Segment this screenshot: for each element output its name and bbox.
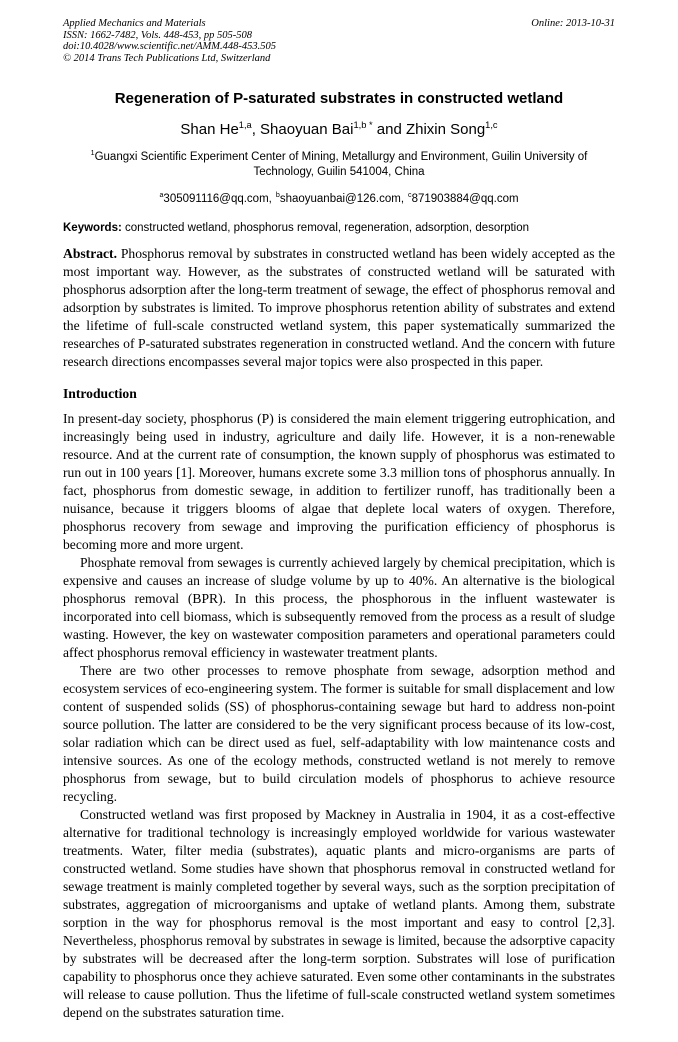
- author-superscript: 1,a: [238, 120, 252, 130]
- email-item: [159, 193, 271, 205]
- email-address: 305091116@qq.com,: [163, 193, 272, 205]
- email-superscript: c: [408, 191, 412, 200]
- email-item: [276, 193, 404, 205]
- affiliation-line: [63, 150, 615, 179]
- abstract-paragraph: [63, 245, 615, 371]
- abstract-text: Phosphorus removal by substrates in constructed wetland has been widely accepted as the most important way. However, as the substrates of constructed wetland will be saturated with phosphorus adsorption after the long-term treatment of sewage, the effect of phosphorus removal and adsorption by substrates is limited. To improve phosphorus retention ability of substrates and extend the lifetime of full-scale constructed wetland system, this paper systematically summarized the researches of P-saturated substrates regeneration in constructed wetland. And the concern with future research directions encompasses several major topics were also prospected in this paper.: [63, 246, 615, 369]
- online-date: Online: 2013-10-31: [531, 18, 615, 29]
- intro-paragraph-2: Phosphate removal from sewages is currently achieved largely by chemical precipitation, which is expensive and causes an increase of sludge volume by up to 40%. An alternative is the biological phosphorus removal (BPR). In this process, the phosphorous in the influent wastewater is incorporated into cell biomass, which is subsequently removed from the process as a result of sludge wasting. However, the key on wastewater composition parameters and operational parameters could affect phosphorus removal efficiency in wastewater treatment plants.: [63, 555, 615, 660]
- abstract-label: Abstract.: [63, 246, 117, 261]
- journal-title: Applied Mechanics and Materials: [63, 18, 206, 29]
- issn-line: ISSN: 1662-7482, Vols. 448-453, pp 505-508: [63, 29, 252, 41]
- email-address: shaoyuanbai@126.com,: [279, 193, 405, 205]
- email-superscript: b: [275, 191, 280, 200]
- affiliation-text: Guangxi Scientific Experiment Center of Mining, Metallurgy and Environment, Guilin University of Technology, Guilin 541004, China: [94, 151, 588, 178]
- authors-line: [63, 121, 615, 139]
- intro-paragraph-1: In present-day society, phosphorus (P) is considered the main element triggering eutrophication, and increasingly being used in industry, agriculture and daily life. However, it is a non-renewable resource. And at the current rate of consumption, the known supply of phosphorus was estimated to run out in 100 years [1]. Moreover, humans excrete some 3.3 million tons of phosphorus annually. In fact, phosphorus from domestic sewage, in addition to fertilizer runoff, has traditionally been a nuisance, because it triggers blooms of algae that deplete local waters of oxygen. Therefore, phosphorus recovery from sewage and improving the purification efficiency of phosphorus is becoming more and more urgent.: [63, 411, 615, 552]
- copyright-line: © 2014 Trans Tech Publications Ltd, Switzerland: [63, 52, 271, 64]
- email-superscript: a: [159, 191, 164, 200]
- keywords-text: constructed wetland, phosphorus removal, regeneration, adsorption, desorption: [125, 222, 530, 234]
- emails-line: [63, 192, 615, 206]
- page-header: [63, 18, 615, 64]
- journal-header-block: [63, 18, 276, 64]
- email-address: 871903884@qq.com: [411, 193, 519, 205]
- keywords-label: Keywords:: [63, 222, 122, 234]
- author-name: , Shaoyuan Bai: [251, 121, 354, 138]
- author-superscript: 1,b *: [353, 120, 373, 130]
- doi-line: doi:10.4028/www.scientific.net/AMM.448-453.505: [63, 41, 276, 52]
- affiliation-superscript: 1: [90, 149, 95, 158]
- author-name: and Zhixin Song: [372, 121, 486, 138]
- keywords-line: [63, 221, 615, 235]
- author-name: Shan He: [180, 121, 239, 138]
- intro-paragraph-3: There are two other processes to remove phosphate from sewage, adsorption method and ecosystem services of eco-engineering system. The former is suitable for small displacement and low content of suspended solids (SS) of phosphorus-containing sewage but hard to address non-point source pollution. The latter are considered to be the very significant process because of its low-cost, solar radiation which can be direct used as fuel, self-adaptability with low maintenance costs and intensive sources. As one of the ecology methods, constructed wetland is not merely to remove phosphorus from sewage, but to build circulation models of phosphorus to achieve resource recycling.: [63, 663, 615, 804]
- email-item: [408, 193, 519, 205]
- introduction-heading: Introduction: [63, 386, 137, 401]
- paper-title: Regeneration of P-saturated substrates in constructed wetland: [114, 90, 564, 107]
- author-superscript: 1,c: [485, 120, 498, 130]
- intro-paragraph-4: Constructed wetland was first proposed by Mackney in Australia in 1904, it as a cost-effective alternative for traditional technology is increasingly employed worldwide for various wastewater treatments. Water, filter media (substrates), aquatic plants and micro-organisms are parts of constructed wetland. Some studies have shown that phosphorus removal in constructed wetland for sewage treatment is mainly completed together by several ways, such as the sorption precipitation of substrates, aggregation of microorganisms and uptake of wetland plants. Among them, substrate sorption in the way for phosphorus removal is the most important and easy to control [2,3]. Nevertheless, phosphorus removal by substrates in sewage is limited, because the adsorptive capacity by substrates will be decreased after the long-term sorption. Substrates will lose of purification capability to phosphorus once they achieve saturated. Even some other contaminants in the substrates will release to cause pollution. Thus the lifetime of full-scale constructed wetland system sometimes depend on the substrates saturation time.: [63, 807, 615, 1020]
